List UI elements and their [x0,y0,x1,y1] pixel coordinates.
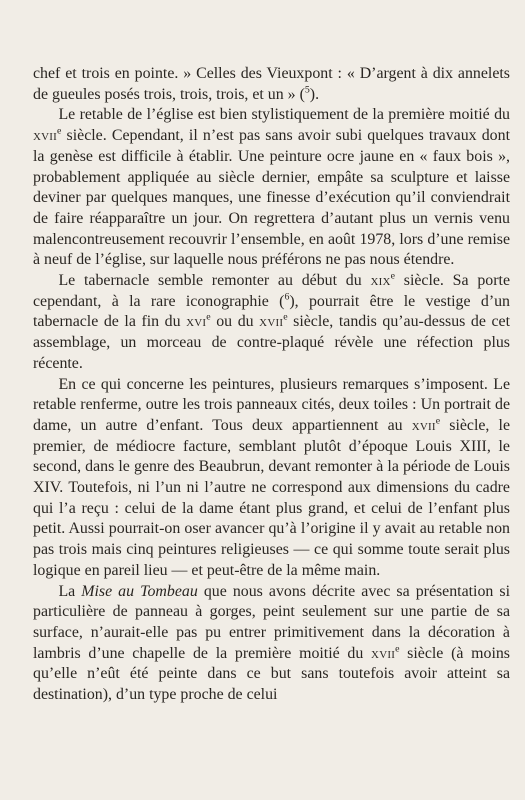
text-run: La [58,582,82,600]
italic-title: Mise au Tombeau [81,582,198,600]
text-run: que nous avons décrite avec sa présentation si particulière de panneau à gorges, peint seulement sur une partie de sa surface, n’aurait-elle pas pu entrer primitivement dans la décoration à lambris d’une chapelle de la première moitié du [33,582,511,662]
superscript: e [390,270,395,282]
superscript: e [57,125,62,137]
superscript: 6 [284,291,290,303]
century-numeral: xix [370,272,391,290]
paragraph [33,582,510,706]
century-numeral: xvii [411,416,436,434]
century-numeral: xvii [259,313,284,331]
century-numeral: xvi [186,313,207,331]
text-run: ), pourrait être le vestige d’un tabernacle de la fin du [33,292,510,331]
text-run: chef et trois en pointe. » Celles des Vieuxpont : « D’argent à dix annelets de gueules posés trois, trois, trois, et un » ( [33,65,510,103]
text-run: ou du [210,313,260,331]
text-run: siècle. Cependant, il n’est pas sans avoir subi quelques travaux dont la genèse est difficile à établir. Une peinture ocre jaune en « faux bois », probablement appliquée au siècle dernier, empâte sa sculpture et laisse deviner par quelques manques, une finesse d’exécution qu’il conviendrait de faire réapparaître un jour. On regrettera d’autant plus un vernis venu malencontreusement recouvrir l’ensemble, en août 1978, lors d’une remise à neuf de l’église, sur laquelle nous préférons ne pas nous étendre. [33,127,510,269]
page-text [33,64,510,706]
text-run: Le retable de l’église est bien stylistiquement de la première moitié du [58,106,510,124]
text-run: En ce qui concerne les peintures, plusieurs remarques s’imposent. Le retable renferme, outre les trois panneaux cités, deux toiles : Un portrait de dame, un autre d’enfant. Tous deux appartiennent au [33,375,510,434]
text-run: ). [309,85,320,103]
paragraph [33,64,510,105]
paragraph [33,375,510,582]
superscript: e [283,312,288,324]
century-numeral: xvii [371,644,396,662]
superscript: e [395,643,400,655]
text-run: Le tabernacle semble remonter au début du [58,272,371,290]
superscript: e [206,312,211,324]
text-run: siècle, le premier, de médiocre facture, semblant plutôt d’époque Louis XIII, le second, dans le genre des Beaubrun, devant remonter à la période de Louis XIV. Toutefois, ni l’un ni l’autre ne correspond aux dimensions du cadre qui l’a reçu : celui de la dame étant plus grand, et celui de l’enfant plus petit. Aussi pourrait-on oser avancer qu’à l’origine il y avait au retable non pas trois mais cinq peintures religieuses — ce qui somme toute serait plus logique en pareil lieu — et peut-être de la même main. [33,416,510,579]
paragraph [33,105,510,271]
text-run: siècle, tandis qu’au-dessus de cet assemblage, un morceau de contre-plaqué révèle une réfection plus récente. [33,313,510,372]
century-numeral: xvii [33,127,58,145]
text-run: siècle. Sa porte cependant, à la rare iconographie ( [33,272,510,310]
paragraph [33,271,510,375]
superscript: e [435,415,441,427]
superscript: 5 [304,84,310,96]
text-run: siècle (à moins qu’elle n’eût été peinte dans ce but sans toutefois avoir atteint sa destination), d’un type proche de celui [33,644,510,704]
